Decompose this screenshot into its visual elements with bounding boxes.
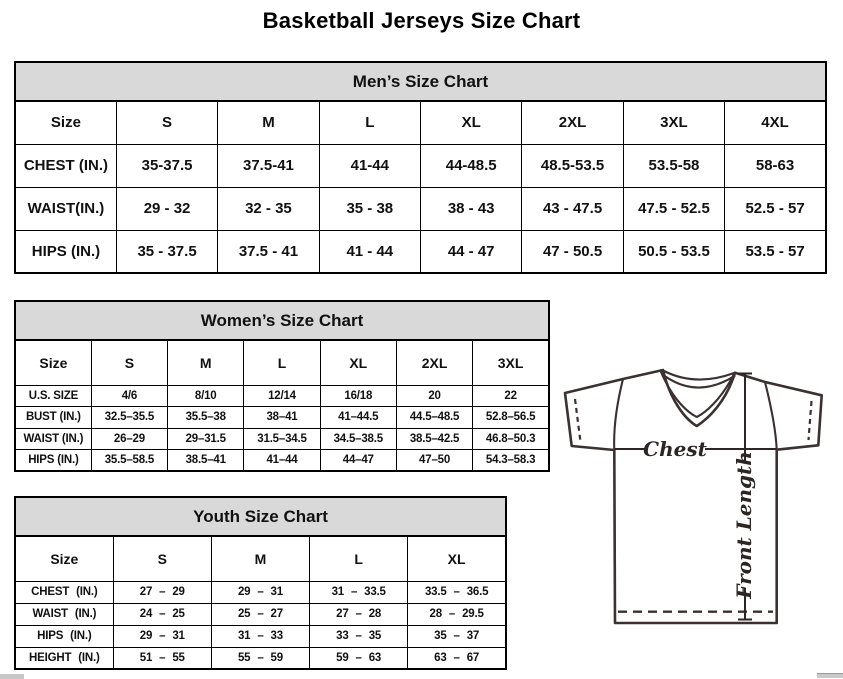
womens-cell-2-3: 34.5–38.5 bbox=[320, 428, 396, 450]
womens-row-label-1: BUST (IN.) bbox=[15, 407, 91, 429]
womens-cell-1-3: 41–44.5 bbox=[320, 407, 396, 429]
youth-row-label-1: WAIST (IN.) bbox=[15, 603, 113, 625]
womens-cell-3-1: 38.5–41 bbox=[168, 450, 244, 472]
womens-col-header-size: Size bbox=[15, 340, 91, 385]
mens-cell-1-1: 32 - 35 bbox=[218, 187, 319, 230]
womens-size-table bbox=[14, 300, 550, 472]
womens-cell-3-2: 41–44 bbox=[244, 450, 320, 472]
youth-col-header-size: Size bbox=[15, 536, 113, 581]
mens-cell-1-3: 38 - 43 bbox=[421, 187, 522, 230]
womens-col-header-2xl: 2XL bbox=[396, 340, 472, 385]
youth-cell-3-1: 55 – 59 bbox=[211, 647, 309, 669]
youth-col-header-s: S bbox=[113, 536, 211, 581]
youth-row-label-0: CHEST (IN.) bbox=[15, 581, 113, 603]
mens-cell-0-4: 48.5-53.5 bbox=[522, 144, 623, 187]
mens-cell-2-5: 50.5 - 53.5 bbox=[623, 230, 724, 273]
youth-row-label-3: HEIGHT (IN.) bbox=[15, 647, 113, 669]
womens-row-3 bbox=[15, 450, 549, 472]
mens-row-label-0: CHEST (IN.) bbox=[15, 144, 116, 187]
womens-cell-2-5: 46.8–50.3 bbox=[473, 428, 549, 450]
youth-cell-3-2: 59 – 63 bbox=[310, 647, 408, 669]
youth-cell-0-1: 29 – 31 bbox=[211, 581, 309, 603]
youth-cell-2-0: 29 – 31 bbox=[113, 625, 211, 647]
womens-cell-3-5: 54.3–58.3 bbox=[473, 450, 549, 472]
mens-cell-0-5: 53.5-58 bbox=[623, 144, 724, 187]
chest-label: Chest bbox=[643, 437, 707, 461]
womens-cell-0-3: 16/18 bbox=[320, 385, 396, 407]
womens-chart-title: Women’s Size Chart bbox=[15, 301, 549, 340]
page-title: Basketball Jerseys Size Chart bbox=[262, 8, 581, 33]
mens-row-0 bbox=[15, 144, 826, 187]
mens-cell-2-2: 41 - 44 bbox=[319, 230, 420, 273]
womens-cell-0-1: 8/10 bbox=[168, 385, 244, 407]
mens-cell-1-6: 52.5 - 57 bbox=[725, 187, 826, 230]
mens-cell-0-3: 44-48.5 bbox=[421, 144, 522, 187]
youth-cell-1-0: 24 – 25 bbox=[113, 603, 211, 625]
mens-col-header-xl: XL bbox=[421, 101, 522, 144]
womens-cell-0-5: 22 bbox=[473, 385, 549, 407]
youth-cell-0-0: 27 – 29 bbox=[113, 581, 211, 603]
mens-cell-2-6: 53.5 - 57 bbox=[725, 230, 826, 273]
jersey-measurement-diagram bbox=[558, 362, 830, 634]
womens-row-label-2: WAIST (IN.) bbox=[15, 428, 91, 450]
mens-col-header-m: M bbox=[218, 101, 319, 144]
mens-cell-0-2: 41-44 bbox=[319, 144, 420, 187]
youth-cell-2-3: 35 – 37 bbox=[408, 625, 506, 647]
mens-cell-2-0: 35 - 37.5 bbox=[116, 230, 217, 273]
youth-col-header-xl: XL bbox=[408, 536, 506, 581]
womens-col-header-m: M bbox=[168, 340, 244, 385]
womens-row-label-0: U.S. SIZE bbox=[15, 385, 91, 407]
scrollbar-thumb-fragment-left[interactable] bbox=[0, 674, 24, 679]
mens-row-label-2: HIPS (IN.) bbox=[15, 230, 116, 273]
collar-back-line bbox=[664, 371, 734, 380]
womens-col-header-l: L bbox=[244, 340, 320, 385]
mens-cell-1-5: 47.5 - 52.5 bbox=[623, 187, 724, 230]
womens-row-2 bbox=[15, 428, 549, 450]
youth-cell-3-3: 63 – 67 bbox=[408, 647, 506, 669]
mens-cell-2-3: 44 - 47 bbox=[421, 230, 522, 273]
mens-row-1 bbox=[15, 187, 826, 230]
womens-cell-2-2: 31.5–34.5 bbox=[244, 428, 320, 450]
womens-cell-0-2: 12/14 bbox=[244, 385, 320, 407]
mens-size-table bbox=[14, 61, 827, 274]
womens-cell-0-4: 20 bbox=[396, 385, 472, 407]
womens-cell-0-0: 4/6 bbox=[91, 385, 167, 407]
mens-row-label-1: WAIST(IN.) bbox=[15, 187, 116, 230]
youth-row-3 bbox=[15, 647, 506, 669]
womens-cell-2-4: 38.5–42.5 bbox=[396, 428, 472, 450]
mens-col-header-l: L bbox=[319, 101, 420, 144]
womens-cell-3-4: 47–50 bbox=[396, 450, 472, 472]
front-length-label: Front Length bbox=[732, 451, 756, 599]
mens-col-header-4xl: 4XL bbox=[725, 101, 826, 144]
mens-col-header-s: S bbox=[116, 101, 217, 144]
mens-row-2 bbox=[15, 230, 826, 273]
youth-cell-1-2: 27 – 28 bbox=[310, 603, 408, 625]
youth-cell-3-0: 51 – 55 bbox=[113, 647, 211, 669]
mens-col-header-2xl: 2XL bbox=[522, 101, 623, 144]
mens-cell-0-1: 37.5-41 bbox=[218, 144, 319, 187]
jersey-outline-icon bbox=[565, 370, 822, 623]
womens-row-1 bbox=[15, 407, 549, 429]
womens-row-label-3: HIPS (IN.) bbox=[15, 450, 91, 472]
mens-cell-1-2: 35 - 38 bbox=[319, 187, 420, 230]
youth-col-header-l: L bbox=[310, 536, 408, 581]
womens-cell-1-0: 32.5–35.5 bbox=[91, 407, 167, 429]
youth-row-1 bbox=[15, 603, 506, 625]
womens-col-header-s: S bbox=[91, 340, 167, 385]
womens-cell-2-0: 26–29 bbox=[91, 428, 167, 450]
mens-cell-0-6: 58-63 bbox=[725, 144, 826, 187]
womens-cell-1-2: 38–41 bbox=[244, 407, 320, 429]
youth-cell-0-2: 31 – 33.5 bbox=[310, 581, 408, 603]
youth-cell-2-1: 31 – 33 bbox=[211, 625, 309, 647]
mens-col-header-size: Size bbox=[15, 101, 116, 144]
youth-row-0 bbox=[15, 581, 506, 603]
youth-cell-0-3: 33.5 – 36.5 bbox=[408, 581, 506, 603]
youth-row-label-2: HIPS (IN.) bbox=[15, 625, 113, 647]
mens-cell-2-4: 47 - 50.5 bbox=[522, 230, 623, 273]
mens-col-header-3xl: 3XL bbox=[623, 101, 724, 144]
youth-cell-2-2: 33 – 35 bbox=[310, 625, 408, 647]
womens-row-0 bbox=[15, 385, 549, 407]
womens-col-header-xl: XL bbox=[320, 340, 396, 385]
youth-size-table bbox=[14, 496, 507, 670]
womens-cell-3-3: 44–47 bbox=[320, 450, 396, 472]
womens-col-header-3xl: 3XL bbox=[473, 340, 549, 385]
womens-cell-1-1: 35.5–38 bbox=[168, 407, 244, 429]
womens-cell-2-1: 29–31.5 bbox=[168, 428, 244, 450]
womens-cell-3-0: 35.5–58.5 bbox=[91, 450, 167, 472]
womens-cell-1-5: 52.8–56.5 bbox=[473, 407, 549, 429]
womens-cell-1-4: 44.5–48.5 bbox=[396, 407, 472, 429]
youth-cell-1-1: 25 – 27 bbox=[211, 603, 309, 625]
mens-cell-1-0: 29 - 32 bbox=[116, 187, 217, 230]
youth-cell-1-3: 28 – 29.5 bbox=[408, 603, 506, 625]
mens-chart-title: Men’s Size Chart bbox=[15, 62, 826, 101]
mens-cell-1-4: 43 - 47.5 bbox=[522, 187, 623, 230]
scrollbar-thumb-fragment-right[interactable] bbox=[817, 673, 843, 678]
youth-chart-title: Youth Size Chart bbox=[15, 497, 506, 536]
mens-cell-2-1: 37.5 - 41 bbox=[218, 230, 319, 273]
youth-col-header-m: M bbox=[211, 536, 309, 581]
mens-cell-0-0: 35-37.5 bbox=[116, 144, 217, 187]
youth-row-2 bbox=[15, 625, 506, 647]
